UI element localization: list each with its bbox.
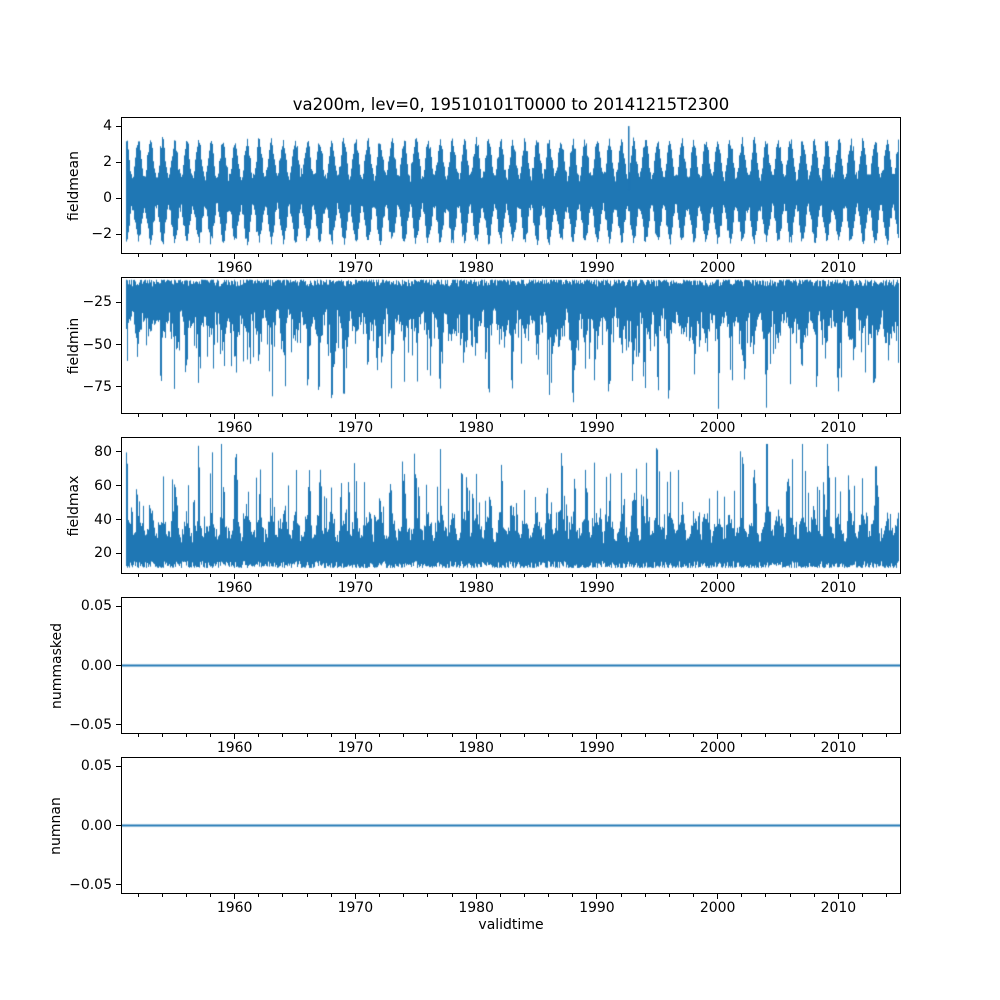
x-tick-label: 1970	[337, 740, 374, 756]
x-minor-tick-mark	[452, 414, 453, 417]
y-tick-label: 0	[103, 190, 112, 207]
y-axis-label-nummasked: nummasked	[49, 622, 65, 709]
x-tick-label: 1970	[337, 420, 374, 436]
x-minor-tick-mark	[862, 894, 863, 897]
x-minor-tick-mark	[138, 574, 139, 577]
x-minor-tick-mark	[645, 894, 646, 897]
x-tick-label: 1990	[579, 260, 615, 276]
x-tick-label: 2010	[820, 260, 857, 276]
plot-area-fieldmean	[122, 118, 900, 253]
x-minor-tick-mark	[765, 894, 766, 897]
x-axis-label: validtime	[478, 917, 544, 933]
y-tick-mark	[116, 519, 121, 520]
x-minor-tick-mark	[162, 574, 163, 577]
x-tick-label: 2010	[820, 900, 857, 916]
x-tick-mark	[234, 254, 235, 259]
x-minor-tick-mark	[886, 414, 887, 417]
plot-area-numnan	[122, 758, 900, 893]
x-minor-tick-mark	[307, 734, 308, 737]
x-minor-tick-mark	[427, 574, 428, 577]
x-minor-tick-mark	[669, 894, 670, 897]
x-tick-label: 1980	[458, 260, 494, 276]
x-minor-tick-mark	[162, 254, 163, 257]
y-tick-mark	[116, 386, 121, 387]
x-minor-tick-mark	[886, 574, 887, 577]
x-minor-tick-mark	[186, 734, 187, 737]
plot-area-fieldmin	[122, 278, 900, 413]
x-minor-tick-mark	[331, 254, 332, 257]
subplot-nummasked	[121, 597, 901, 734]
x-minor-tick-mark	[548, 894, 549, 897]
y-tick-label: 4	[103, 118, 112, 135]
x-minor-tick-mark	[669, 574, 670, 577]
x-tick-mark	[596, 894, 597, 899]
x-minor-tick-mark	[186, 254, 187, 257]
x-minor-tick-mark	[693, 254, 694, 257]
x-tick-mark	[717, 894, 718, 899]
x-minor-tick-mark	[258, 894, 259, 897]
y-tick-mark	[116, 485, 121, 486]
y-tick-label: 0.00	[80, 657, 112, 674]
x-minor-tick-mark	[186, 894, 187, 897]
y-tick-mark	[116, 724, 121, 725]
x-tick-label: 1990	[579, 740, 615, 756]
x-tick-label: 1960	[216, 260, 253, 276]
y-tick-mark	[116, 234, 121, 235]
x-minor-tick-mark	[645, 574, 646, 577]
plot-area-fieldmax	[122, 438, 900, 573]
y-tick-label: −0.05	[69, 876, 112, 893]
y-tick-mark	[116, 198, 121, 199]
subplot-numnan	[121, 757, 901, 894]
y-tick-label: −0.05	[69, 716, 112, 733]
x-minor-tick-mark	[814, 574, 815, 577]
subplot-fieldmean	[121, 117, 901, 254]
y-tick-mark	[116, 606, 121, 607]
x-tick-label: 1960	[216, 740, 253, 756]
x-minor-tick-mark	[186, 574, 187, 577]
x-minor-tick-mark	[452, 734, 453, 737]
x-minor-tick-mark	[403, 414, 404, 417]
y-axis-label-fieldmean: fieldmean	[66, 150, 82, 221]
x-minor-tick-mark	[693, 574, 694, 577]
x-minor-tick-mark	[524, 574, 525, 577]
x-minor-tick-mark	[741, 254, 742, 257]
x-tick-label: 1980	[458, 580, 494, 596]
x-minor-tick-mark	[790, 894, 791, 897]
y-tick-label: 0.05	[80, 598, 112, 615]
x-minor-tick-mark	[524, 734, 525, 737]
x-tick-mark	[234, 894, 235, 899]
subplot-fieldmax	[121, 437, 901, 574]
x-minor-tick-mark	[765, 414, 766, 417]
figure-title: va200m, lev=0, 19510101T0000 to 20141215T2300	[292, 95, 730, 114]
y-tick-label: 0.00	[80, 817, 112, 834]
x-tick-label: 1980	[458, 900, 494, 916]
x-minor-tick-mark	[307, 414, 308, 417]
x-minor-tick-mark	[886, 734, 887, 737]
x-minor-tick-mark	[862, 574, 863, 577]
y-tick-label: −75	[82, 378, 112, 395]
y-tick-mark	[116, 884, 121, 885]
x-minor-tick-mark	[379, 414, 380, 417]
x-minor-tick-mark	[621, 254, 622, 257]
x-minor-tick-mark	[138, 254, 139, 257]
x-tick-mark	[234, 574, 235, 579]
x-minor-tick-mark	[210, 734, 211, 737]
x-minor-tick-mark	[645, 414, 646, 417]
x-minor-tick-mark	[765, 254, 766, 257]
x-minor-tick-mark	[452, 574, 453, 577]
x-tick-label: 2010	[820, 420, 857, 436]
x-tick-mark	[476, 734, 477, 739]
x-tick-mark	[717, 254, 718, 259]
x-minor-tick-mark	[572, 734, 573, 737]
x-minor-tick-mark	[379, 894, 380, 897]
y-tick-label: −2	[91, 226, 112, 243]
x-tick-mark	[838, 254, 839, 259]
x-minor-tick-mark	[379, 254, 380, 257]
x-minor-tick-mark	[403, 894, 404, 897]
plot-area-nummasked	[122, 598, 900, 733]
x-minor-tick-mark	[500, 734, 501, 737]
x-minor-tick-mark	[379, 734, 380, 737]
x-minor-tick-mark	[500, 414, 501, 417]
x-minor-tick-mark	[138, 734, 139, 737]
x-minor-tick-mark	[645, 734, 646, 737]
x-minor-tick-mark	[331, 574, 332, 577]
x-minor-tick-mark	[403, 734, 404, 737]
x-tick-label: 2010	[820, 580, 857, 596]
x-tick-mark	[596, 414, 597, 419]
x-minor-tick-mark	[790, 734, 791, 737]
x-minor-tick-mark	[186, 414, 187, 417]
x-minor-tick-mark	[741, 414, 742, 417]
x-tick-mark	[596, 574, 597, 579]
x-minor-tick-mark	[210, 894, 211, 897]
x-minor-tick-mark	[765, 734, 766, 737]
y-tick-label: 80	[94, 443, 112, 460]
x-minor-tick-mark	[572, 414, 573, 417]
x-tick-mark	[476, 894, 477, 899]
x-tick-mark	[234, 734, 235, 739]
x-tick-mark	[717, 734, 718, 739]
x-minor-tick-mark	[790, 574, 791, 577]
x-minor-tick-mark	[258, 414, 259, 417]
x-minor-tick-mark	[258, 734, 259, 737]
y-tick-label: −50	[82, 336, 112, 353]
x-minor-tick-mark	[379, 574, 380, 577]
x-tick-mark	[596, 734, 597, 739]
x-tick-label: 2000	[699, 260, 736, 276]
x-tick-label: 1970	[337, 260, 374, 276]
x-tick-label: 2000	[699, 740, 736, 756]
x-tick-label: 2000	[699, 580, 736, 596]
x-minor-tick-mark	[645, 254, 646, 257]
x-minor-tick-mark	[162, 734, 163, 737]
x-tick-label: 1960	[216, 900, 253, 916]
x-minor-tick-mark	[886, 894, 887, 897]
x-tick-mark	[717, 414, 718, 419]
x-minor-tick-mark	[282, 894, 283, 897]
x-minor-tick-mark	[331, 734, 332, 737]
x-minor-tick-mark	[621, 734, 622, 737]
x-tick-mark	[355, 254, 356, 259]
x-tick-mark	[234, 414, 235, 419]
x-minor-tick-mark	[693, 734, 694, 737]
x-minor-tick-mark	[572, 894, 573, 897]
x-minor-tick-mark	[741, 734, 742, 737]
x-minor-tick-mark	[548, 414, 549, 417]
x-minor-tick-mark	[621, 894, 622, 897]
x-minor-tick-mark	[162, 894, 163, 897]
x-minor-tick-mark	[500, 254, 501, 257]
x-minor-tick-mark	[403, 574, 404, 577]
x-minor-tick-mark	[862, 734, 863, 737]
x-minor-tick-mark	[814, 254, 815, 257]
x-minor-tick-mark	[258, 254, 259, 257]
y-tick-label: 20	[94, 545, 112, 562]
y-tick-label: 2	[103, 154, 112, 171]
x-minor-tick-mark	[621, 414, 622, 417]
y-tick-mark	[116, 766, 121, 767]
x-minor-tick-mark	[548, 734, 549, 737]
y-tick-mark	[116, 162, 121, 163]
x-minor-tick-mark	[138, 894, 139, 897]
x-minor-tick-mark	[548, 254, 549, 257]
x-minor-tick-mark	[427, 414, 428, 417]
x-minor-tick-mark	[886, 254, 887, 257]
x-tick-mark	[355, 734, 356, 739]
x-minor-tick-mark	[693, 414, 694, 417]
x-minor-tick-mark	[282, 254, 283, 257]
x-minor-tick-mark	[741, 894, 742, 897]
x-minor-tick-mark	[572, 254, 573, 257]
subplot-fieldmin	[121, 277, 901, 414]
x-minor-tick-mark	[790, 254, 791, 257]
x-tick-mark	[476, 414, 477, 419]
x-tick-mark	[476, 574, 477, 579]
y-tick-mark	[116, 825, 121, 826]
y-tick-mark	[116, 302, 121, 303]
y-tick-mark	[116, 126, 121, 127]
x-minor-tick-mark	[524, 414, 525, 417]
x-minor-tick-mark	[814, 414, 815, 417]
x-minor-tick-mark	[524, 254, 525, 257]
x-minor-tick-mark	[331, 414, 332, 417]
x-tick-mark	[355, 894, 356, 899]
x-minor-tick-mark	[500, 894, 501, 897]
x-tick-label: 1980	[458, 740, 494, 756]
x-minor-tick-mark	[427, 734, 428, 737]
x-minor-tick-mark	[500, 574, 501, 577]
y-tick-label: 40	[94, 511, 112, 528]
y-tick-mark	[116, 665, 121, 666]
x-tick-label: 2000	[699, 900, 736, 916]
x-minor-tick-mark	[814, 734, 815, 737]
x-tick-label: 1980	[458, 420, 494, 436]
x-tick-mark	[596, 254, 597, 259]
y-tick-label: −25	[82, 294, 112, 311]
y-tick-label: 60	[94, 477, 112, 494]
x-minor-tick-mark	[814, 894, 815, 897]
x-minor-tick-mark	[282, 414, 283, 417]
x-tick-label: 2010	[820, 740, 857, 756]
x-minor-tick-mark	[524, 894, 525, 897]
x-minor-tick-mark	[282, 574, 283, 577]
x-minor-tick-mark	[765, 574, 766, 577]
x-tick-mark	[838, 734, 839, 739]
x-minor-tick-mark	[669, 414, 670, 417]
x-minor-tick-mark	[307, 254, 308, 257]
x-minor-tick-mark	[548, 574, 549, 577]
x-minor-tick-mark	[307, 574, 308, 577]
y-tick-mark	[116, 451, 121, 452]
x-minor-tick-mark	[307, 894, 308, 897]
x-minor-tick-mark	[452, 254, 453, 257]
x-minor-tick-mark	[403, 254, 404, 257]
x-minor-tick-mark	[452, 894, 453, 897]
x-tick-mark	[838, 894, 839, 899]
x-tick-mark	[838, 574, 839, 579]
x-minor-tick-mark	[621, 574, 622, 577]
y-axis-label-fieldmax: fieldmax	[66, 475, 82, 536]
x-tick-mark	[838, 414, 839, 419]
x-minor-tick-mark	[258, 574, 259, 577]
x-minor-tick-mark	[427, 894, 428, 897]
x-minor-tick-mark	[669, 734, 670, 737]
x-minor-tick-mark	[162, 414, 163, 417]
x-tick-label: 1990	[579, 420, 615, 436]
x-tick-label: 1990	[579, 580, 615, 596]
x-minor-tick-mark	[790, 414, 791, 417]
x-tick-mark	[717, 574, 718, 579]
x-minor-tick-mark	[331, 894, 332, 897]
x-minor-tick-mark	[862, 254, 863, 257]
x-minor-tick-mark	[282, 734, 283, 737]
x-minor-tick-mark	[210, 254, 211, 257]
x-tick-label: 2000	[699, 420, 736, 436]
y-tick-mark	[116, 553, 121, 554]
x-tick-mark	[355, 574, 356, 579]
x-minor-tick-mark	[862, 414, 863, 417]
x-minor-tick-mark	[427, 254, 428, 257]
x-tick-label: 1960	[216, 420, 253, 436]
x-minor-tick-mark	[210, 574, 211, 577]
y-axis-label-fieldmin: fieldmin	[66, 317, 82, 374]
x-tick-label: 1970	[337, 900, 374, 916]
x-tick-label: 1970	[337, 580, 374, 596]
x-minor-tick-mark	[572, 574, 573, 577]
x-tick-mark	[476, 254, 477, 259]
y-tick-mark	[116, 344, 121, 345]
x-tick-mark	[355, 414, 356, 419]
y-tick-label: 0.05	[80, 758, 112, 775]
x-minor-tick-mark	[741, 574, 742, 577]
x-tick-label: 1990	[579, 900, 615, 916]
x-minor-tick-mark	[210, 414, 211, 417]
x-tick-label: 1960	[216, 580, 253, 596]
x-minor-tick-mark	[669, 254, 670, 257]
x-minor-tick-mark	[693, 894, 694, 897]
x-minor-tick-mark	[138, 414, 139, 417]
y-axis-label-numnan: numnan	[48, 796, 64, 855]
